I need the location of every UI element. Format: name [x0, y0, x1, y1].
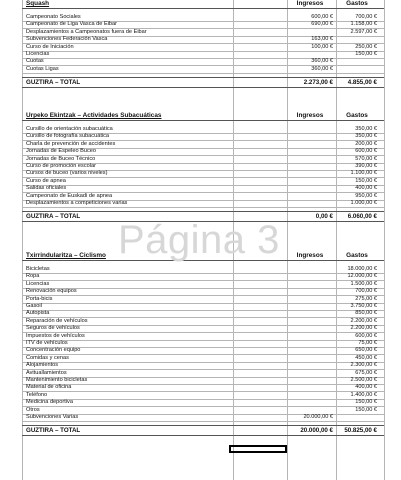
row-label[interactable]: Medicina deportiva: [26, 399, 73, 406]
ingresos-cell[interactable]: 2.273,00 €: [303, 79, 333, 87]
row-label[interactable]: Licencias: [26, 51, 50, 57]
row-label[interactable]: Concentración equipo: [26, 347, 81, 354]
table-row: [0, 148, 401, 155]
gastos-cell[interactable]: 150,00 €: [355, 51, 377, 57]
table-row: [0, 185, 401, 192]
gastos-cell[interactable]: Gastos: [346, 112, 368, 119]
table-row: [0, 296, 401, 303]
gastos-cell[interactable]: Gastos: [346, 0, 368, 7]
row-border: [22, 207, 384, 208]
gastos-cell[interactable]: 650,00 €: [355, 347, 377, 354]
table-row: [0, 133, 401, 140]
table-row: [0, 66, 401, 73]
row-label[interactable]: Campeonato Sociales: [26, 14, 81, 20]
row-label[interactable]: Cursillo de fotografía subacuática: [26, 133, 110, 140]
gastos-cell[interactable]: 6.060,00 €: [347, 213, 377, 221]
gastos-cell[interactable]: 700,00 €: [355, 14, 377, 20]
row-label[interactable]: Curso de apnea: [26, 177, 66, 184]
table-row: [0, 156, 401, 163]
row-label[interactable]: Cuotas Ligas: [26, 65, 59, 72]
table-row: [0, 200, 401, 207]
table-row: [0, 281, 401, 288]
row-label[interactable]: Cursillo de orientación subacuática: [26, 126, 113, 132]
row-label[interactable]: Curso de promoción escolar: [26, 163, 96, 169]
row-label[interactable]: GUZTIRA – TOTAL: [26, 213, 81, 221]
ingresos-cell[interactable]: 360,00 €: [311, 58, 333, 65]
table-row: [0, 340, 401, 347]
gastos-cell[interactable]: 150,00 €: [355, 399, 377, 406]
gastos-cell[interactable]: 700,00 €: [355, 288, 377, 295]
gastos-cell[interactable]: 18.000,00 €: [347, 266, 377, 272]
table-row: [0, 355, 401, 362]
row-label[interactable]: Seguros de vehículos: [26, 325, 80, 332]
row-label[interactable]: Subvenciones Federación Vasca: [26, 36, 108, 43]
gastos-cell[interactable]: 1.100,00 €: [350, 170, 377, 177]
gastos-cell[interactable]: 600,00 €: [355, 148, 377, 155]
row-label[interactable]: Cuotas: [26, 58, 44, 65]
gastos-cell[interactable]: 570,00 €: [355, 155, 377, 162]
gastos-cell[interactable]: 950,00 €: [355, 192, 377, 199]
row-label[interactable]: Mantenimiento bicicletas: [26, 377, 88, 383]
table-row: [0, 325, 401, 332]
row-label[interactable]: Avituallamientos: [26, 369, 67, 376]
total-row: [0, 427, 401, 434]
gastos-cell[interactable]: 390,00 €: [355, 163, 377, 169]
gastos-cell[interactable]: 350,00 €: [355, 126, 377, 132]
ingresos-cell[interactable]: 360,00 €: [311, 65, 333, 72]
table-row: [0, 318, 401, 325]
table-row: [0, 392, 401, 399]
gastos-cell[interactable]: 275,00 €: [355, 295, 377, 302]
row-border: [22, 8, 384, 9]
row-label[interactable]: Reparación de vehículos: [26, 317, 88, 324]
row-label[interactable]: Comidas y cenas: [26, 354, 69, 361]
row-label[interactable]: Desplazamientos a competiciones varias: [26, 200, 128, 206]
table-row: [0, 141, 401, 148]
gastos-cell[interactable]: 1.158,00 €: [350, 21, 377, 28]
row-border: [22, 425, 384, 426]
ingresos-cell[interactable]: 690,00 €: [311, 21, 333, 28]
ingresos-cell[interactable]: Ingresos: [296, 112, 324, 119]
gastos-cell[interactable]: 2.500,00 €: [350, 377, 377, 383]
table-row: [0, 407, 401, 414]
section-header-row: [0, 112, 401, 119]
row-label[interactable]: Jornadas de Espeleo Buceo: [26, 148, 96, 155]
ingresos-cell[interactable]: 20.000,00 €: [300, 427, 333, 435]
table-row: [0, 36, 401, 43]
total-row: [0, 79, 401, 86]
table-row: [0, 163, 401, 170]
gastos-cell[interactable]: 75,00 €: [358, 340, 377, 346]
row-label[interactable]: Campeonato de Liga Vasca de Eibar: [26, 21, 118, 28]
row-label[interactable]: Charla de prevención de accidentes: [26, 140, 116, 147]
table-row: [0, 377, 401, 384]
row-label[interactable]: Gasoil: [26, 303, 42, 309]
row-label[interactable]: Renovación equipos: [26, 288, 77, 295]
gastos-cell[interactable]: 150,00 €: [355, 406, 377, 413]
gastos-cell[interactable]: 12.000,00 €: [347, 273, 377, 280]
gastos-cell[interactable]: 400,00 €: [355, 384, 377, 391]
ingresos-cell[interactable]: 20.000,00 €: [303, 414, 333, 420]
ingresos-cell[interactable]: 0,00 €: [315, 213, 333, 221]
section-title[interactable]: Urpeko Ekintzak – Actividades Subacuáticas: [26, 112, 162, 119]
gastos-cell[interactable]: 450,00 €: [355, 354, 377, 361]
ingresos-cell[interactable]: 163,00 €: [311, 36, 333, 43]
ingresos-cell[interactable]: 600,00 €: [311, 14, 333, 20]
table-row: [0, 44, 401, 51]
gastos-cell[interactable]: 50.825,00 €: [344, 427, 377, 435]
table-row: [0, 288, 401, 295]
table-row: [0, 51, 401, 58]
gastos-cell[interactable]: 2.300,00 €: [350, 362, 377, 369]
row-label[interactable]: Salidas oficiales: [26, 185, 67, 192]
row-border: [22, 421, 384, 422]
row-label[interactable]: Curso de Iniciación: [26, 43, 74, 50]
row-border: [22, 73, 384, 74]
row-label[interactable]: Cursos de buceo (varios niveles): [26, 170, 108, 177]
row-label[interactable]: Bicicletas: [26, 266, 50, 272]
gastos-cell[interactable]: 1.000,00 €: [350, 200, 377, 206]
row-border: [22, 211, 384, 212]
row-border: [22, 77, 384, 78]
table-row: [0, 414, 401, 421]
ingresos-cell[interactable]: 100,00 €: [311, 43, 333, 50]
row-border: [22, 87, 384, 88]
gastos-cell[interactable]: 200,00 €: [355, 140, 377, 147]
row-label[interactable]: Jornadas de Buceo Técnico: [26, 155, 96, 162]
table-row: [0, 399, 401, 406]
ingresos-cell[interactable]: Ingresos: [296, 252, 324, 259]
row-label[interactable]: Teléfono: [26, 391, 48, 398]
gastos-cell[interactable]: 1.500,00 €: [350, 280, 377, 287]
table-row: [0, 310, 401, 317]
table-row: [0, 193, 401, 200]
section-title[interactable]: Txirrindularitza – Ciclismo: [26, 252, 106, 259]
row-border: [22, 120, 384, 121]
page-watermark: Página 3: [118, 218, 280, 262]
table-row: [0, 178, 401, 185]
row-label[interactable]: Alojamientos: [26, 362, 59, 369]
row-label[interactable]: Impuestos de vehículos: [26, 332, 85, 339]
gastos-cell[interactable]: 250,00 €: [355, 43, 377, 50]
table-row: [0, 29, 401, 36]
ingresos-cell[interactable]: Ingresos: [296, 0, 324, 7]
gastos-cell[interactable]: 150,00 €: [355, 177, 377, 184]
row-label[interactable]: Ropa: [26, 273, 40, 280]
row-label[interactable]: Otros: [26, 406, 40, 413]
gastos-cell[interactable]: 350,00 €: [355, 133, 377, 140]
gastos-cell[interactable]: 400,00 €: [355, 185, 377, 192]
table-row: [0, 14, 401, 21]
row-label[interactable]: GUZTIRA – TOTAL: [26, 79, 81, 87]
section-title[interactable]: Squash: [26, 0, 50, 7]
table-row: [0, 384, 401, 391]
gastos-cell[interactable]: 2.200,00 €: [350, 317, 377, 324]
row-label[interactable]: Campeonato de Euskadi de apnea: [26, 192, 113, 199]
table-row: [0, 303, 401, 310]
row-label[interactable]: Desplazamientos a Campeonatos fuera de Eibar: [26, 28, 147, 35]
table-row: [0, 333, 401, 340]
row-label[interactable]: Licencias: [26, 280, 50, 287]
gastos-cell[interactable]: 3.750,00 €: [350, 303, 377, 309]
row-border: [22, 435, 384, 436]
gastos-cell[interactable]: Gastos: [346, 252, 368, 259]
table-row: [0, 347, 401, 354]
gastos-cell[interactable]: 850,00 €: [355, 310, 377, 317]
table-row: [0, 362, 401, 369]
gastos-cell[interactable]: 675,00 €: [355, 369, 377, 376]
gastos-cell[interactable]: 4.855,00 €: [347, 79, 377, 87]
gastos-cell[interactable]: 600,00 €: [355, 332, 377, 339]
gastos-cell[interactable]: 1.400,00 €: [350, 391, 377, 398]
row-label[interactable]: Porta-bicis: [26, 295, 53, 302]
row-label[interactable]: Autopista: [26, 310, 50, 317]
row-label[interactable]: Material de oficina: [26, 384, 72, 391]
section-header-row: [0, 0, 401, 7]
gastos-cell[interactable]: 2.200,00 €: [350, 325, 377, 332]
table-row: [0, 273, 401, 280]
table-row: [0, 58, 401, 65]
selected-cell[interactable]: [229, 445, 287, 453]
row-label[interactable]: ITV de vehículos: [26, 340, 68, 346]
table-row: [0, 266, 401, 273]
gastos-cell[interactable]: 2.597,00 €: [350, 28, 377, 35]
row-label[interactable]: GUZTIRA – TOTAL: [26, 427, 81, 435]
table-row: [0, 126, 401, 133]
table-row: [0, 21, 401, 28]
table-row: [0, 170, 401, 177]
row-label[interactable]: Subvenciones Varias: [26, 414, 79, 420]
table-row: [0, 370, 401, 377]
